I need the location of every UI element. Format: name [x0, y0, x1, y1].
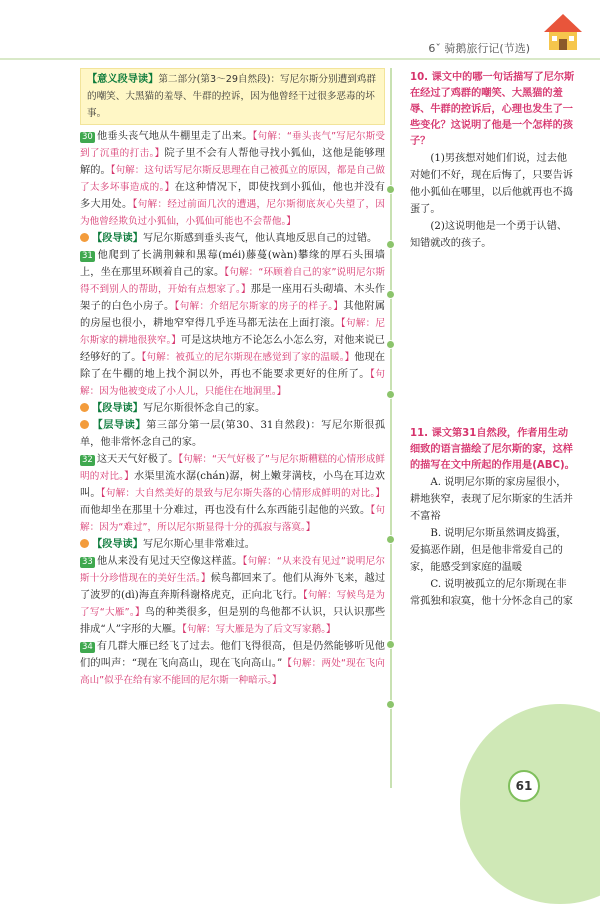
intro-text: 第二部分(第3～29自然段)：写尼尔斯分别遭到鸡群的嘲笑、大黑猫的羞辱、牛群的控诉，因为他曾经干过很多恶毒的坏事。 — [87, 74, 376, 119]
option-b: B. 说明尼尔斯虽然调皮捣蛋，爱搞恶作剧，但是他非常爱自己的家，能感受到家庭的温暖 — [410, 528, 567, 573]
question-10-title: 10. 课文中的哪一句话描写了尼尔斯在经过了鸡群的嘲笑、大黑猫的羞辱、牛群的控诉后，心理也发生了一些变化？这说明了他是一个怎样的孩子？ — [410, 72, 575, 147]
reading-guide-1 — [80, 230, 385, 247]
annotation: 【句解：经过前面几次的遭遇，尼尔斯彻底灰心失望了，因为他曾经欺负过小狐仙，小狐仙可能也不会帮他。】 — [80, 199, 386, 227]
corner-decoration — [460, 704, 600, 904]
annotation: 【句解：因为他被变成了小人儿，只能住在地洞里。】 — [80, 369, 386, 397]
bullet-icon — [80, 539, 89, 548]
annotation: 【句解：尼尔斯家的耕地很狭窄。】 — [80, 318, 385, 346]
paragraph-30 — [80, 128, 385, 230]
text-run: 鸟的种类很多，但是别的鸟他都不认识，只认识那些排成“人”字形的大雁。 — [80, 607, 386, 635]
annotation: 【句解：因为“难过”，所以尼尔斯显得十分的孤寂与落寞。】 — [80, 505, 385, 533]
text-run: 而他却坐在那里十分难过，再也没有什么东西能引起他的兴致。 — [80, 505, 371, 516]
header-grade: 6ˇ — [428, 42, 441, 55]
guide-tag: 【段导读】 — [92, 403, 143, 414]
paragraph-number: 34 — [82, 642, 93, 652]
reading-guide-2 — [80, 400, 385, 417]
guide-tag: 【层导读】 — [92, 420, 147, 431]
annotation: 【句解：“天气好极了”与尼尔斯糟糕的心情形成鲜明的对比。】 — [80, 454, 386, 482]
text-run: 他爬到了长满荆棘和黑莓(méi)藤蔓(wàn)攀缘的厚石头围墙上，坐在那里环顾着自己的家。 — [80, 250, 385, 278]
text-run: 这天天气好极了。 — [96, 454, 179, 465]
guide-text: 写尼尔斯很怀念自己的家。 — [142, 403, 266, 414]
bullet-icon — [80, 420, 89, 429]
annotation: 【句解：写大雁是为了后文写家鹅。】 — [182, 624, 336, 635]
annotation: 【句解：“垂头丧气”写尼尔斯受到了沉重的打击。】 — [80, 131, 386, 159]
intro-reading-guide — [80, 68, 385, 125]
text-run: 在这种情况下，即使找到小狐仙，他也并没有多大用处。 — [80, 182, 385, 210]
guide-tag: 【段导读】 — [92, 539, 143, 550]
question-11-title: 11. 课文第31自然段，作者用生动细致的语言描绘了尼尔斯的家，这样的描写在文中所起的作用是(ABC)。 — [410, 428, 575, 471]
house-illustration-icon — [540, 8, 586, 54]
paragraph-number: 30 — [82, 132, 93, 142]
text-run: 他垂头丧气地从牛棚里走了出来。 — [96, 131, 253, 142]
paragraph-32 — [80, 451, 385, 536]
annotation: 【句解：写候鸟是为了写“大雁”。】 — [80, 590, 385, 618]
annotation: 【句解：这句话写尼尔斯反思理在自己被孤立的原因，都是自己做了太多坏事造成的。】 — [80, 165, 386, 193]
paragraph-33 — [80, 553, 385, 638]
paragraph-number: 32 — [82, 455, 93, 465]
guide-text: 写尼尔斯感到垂头丧气，他认真地反思自己的过错。 — [142, 233, 378, 244]
connector-dot — [386, 185, 395, 194]
answer-10-1: (1)男孩想对她们们说，过去他对她们不好，现在后悔了，只要告诉他小狐仙在哪里，以后他就再也不捣蛋了。 — [410, 153, 573, 215]
text-run: 水渠里流水潺(chán)潺，树上嫩芽满枝，小鸟在耳边欢叫。 — [80, 471, 385, 499]
guide-text: 写尼尔斯心里非常难过。 — [142, 539, 255, 550]
paragraph-number: 33 — [82, 557, 93, 567]
guide-tag: 【段导读】 — [92, 233, 143, 244]
connector-dot — [386, 390, 395, 399]
connector-dot — [386, 640, 395, 649]
text-run: 有几群大雁已经飞了过去。他们飞得很高，但是仍然能够听见他们的叫声：“现在飞向高山，现在飞向高山。” — [80, 641, 385, 669]
page-number: 61 — [508, 770, 540, 802]
question-10 — [410, 70, 575, 252]
answer-10-2: (2)这说明他是一个勇于认错、知错就改的孩子。 — [410, 221, 568, 249]
bullet-icon — [80, 233, 89, 242]
paragraph-number: 31 — [82, 251, 93, 261]
reading-guide-3 — [80, 417, 385, 451]
option-c: C. 说明被孤立的尼尔斯现在非常孤独和寂寞，他十分怀念自己的家 — [410, 579, 573, 607]
text-run: 那是一座用石头砌墙、木头作架子的白色小房子。 — [80, 284, 386, 312]
connector-dot — [386, 535, 395, 544]
bullet-icon — [80, 403, 89, 412]
text-run: 可是这块地方不论怎么小怎么穷，对他来说已经够好的了。 — [80, 335, 385, 363]
annotation: 【句解：介绍尼尔斯家的房子的样子。】 — [174, 301, 344, 312]
text-run: 院子里不会有人帮他寻找小狐仙，这他是能够理解的。 — [80, 148, 385, 176]
text-run: 他现在除了在牛棚的地上找个洞以外，再也不能要求更好的住所了。 — [80, 352, 386, 380]
connector-dot — [386, 700, 395, 709]
paragraph-31 — [80, 247, 385, 400]
connector-dot — [386, 290, 395, 299]
annotation: 【句解：大自然美好的景致与尼尔斯失落的心情形成鲜明的对比。】 — [100, 488, 386, 499]
guide-text: 第三部分第一层(第30、31自然段)：写尼尔斯很孤单，他非常怀念自己的家。 — [80, 420, 386, 448]
paragraph-34 — [80, 638, 385, 689]
header-divider — [0, 58, 600, 60]
option-a: A. 说明尼尔斯的家房屋很小，耕地狭窄，表现了尼尔斯家的生活并不富裕 — [410, 477, 573, 522]
text-run: 其他附属的房屋也很小，耕地窄窄得几乎连马都无法在上面打滚。 — [80, 301, 386, 329]
connector-dot — [386, 340, 395, 349]
annotation: 【句解：被孤立的尼尔斯现在感觉到了家的温暖。】 — [141, 352, 355, 363]
page-header — [0, 0, 600, 62]
header-title — [428, 40, 530, 56]
header-lesson-title: 骑鹅旅行记(节选) — [444, 42, 530, 55]
reading-guide-4 — [80, 536, 385, 553]
text-run: 候鸟都回来了。他们从海外飞来，越过了波罗的(dì)海直奔斯科谢格虎克，正向北飞行。 — [80, 573, 386, 601]
annotation: 【句解：两处“现在飞向高山”似乎在给有家不能回的尼尔斯一种暗示。】 — [80, 658, 385, 686]
main-text-column — [80, 68, 385, 689]
annotation: 【句解：“从来没有见过”说明尼尔斯十分珍惜现在的美好生活。】 — [80, 556, 385, 584]
column-divider — [390, 68, 392, 788]
connector-dot — [386, 240, 395, 249]
annotation: 【句解：“环顾着自己的家”说明尼尔斯得不到别人的帮助，开始有点想家了。】 — [80, 267, 386, 295]
text-run: 他从来没有见过天空像这样蓝。 — [96, 556, 243, 567]
question-11 — [410, 426, 575, 610]
intro-tag: 【意义段导读】 — [87, 74, 159, 85]
